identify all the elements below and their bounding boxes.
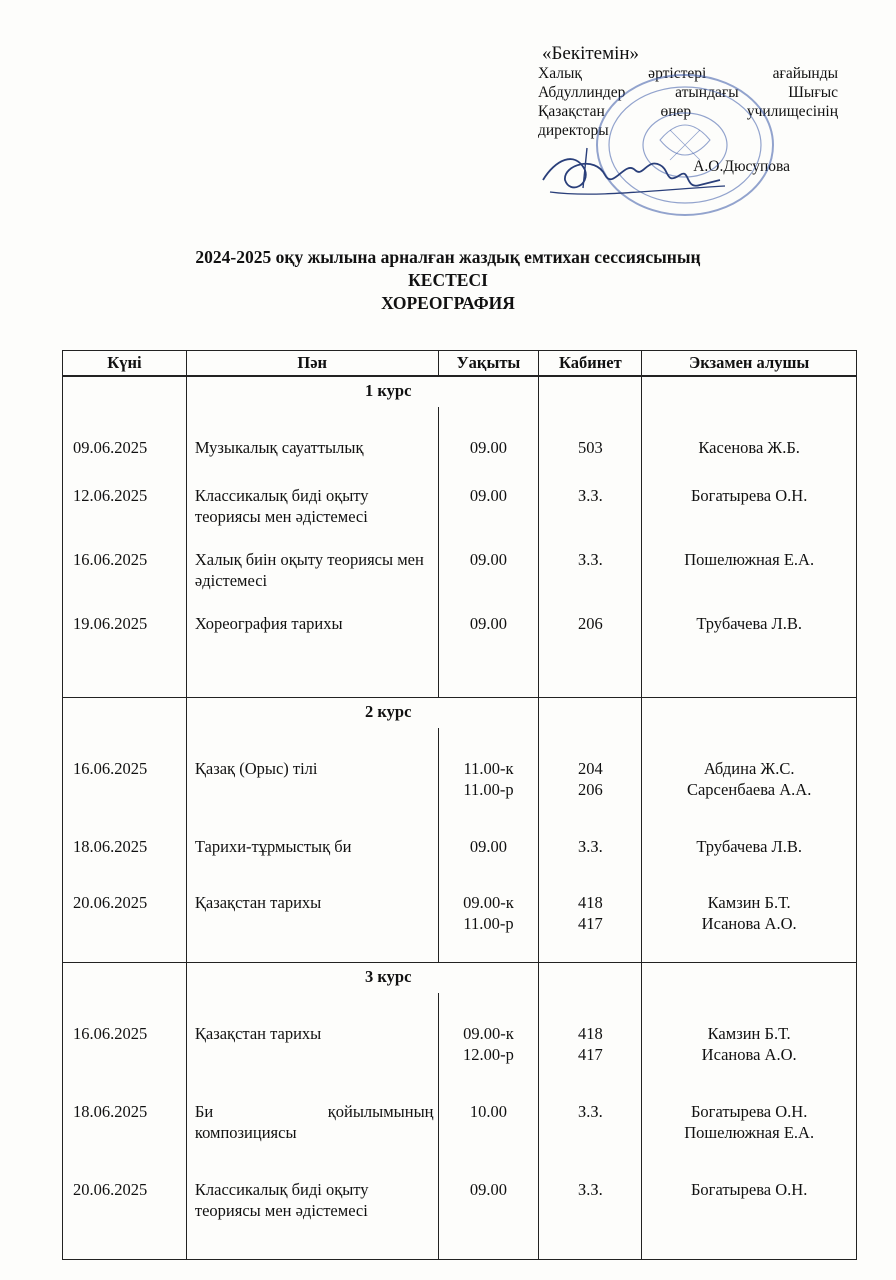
exam-time-line: 09.00 bbox=[469, 614, 508, 633]
examiner-name-line: Богатырева О.Н. bbox=[690, 486, 808, 505]
exam-date-line: 16.06.2025 bbox=[73, 1024, 148, 1043]
room-number-line: З.З. bbox=[577, 1102, 603, 1121]
room-number bbox=[539, 475, 642, 539]
table-row bbox=[63, 862, 857, 963]
exam-date-line: 20.06.2025 bbox=[73, 893, 148, 912]
subject-name bbox=[186, 862, 438, 963]
approval-line: Абдуллиндер атындағы Шығыс bbox=[538, 84, 838, 101]
room-number-line: 206 bbox=[577, 780, 603, 799]
examiner-name-line: Касенова Ж.Б. bbox=[698, 438, 800, 457]
room-number-line: 206 bbox=[577, 614, 603, 633]
course-label: 3 курс bbox=[186, 963, 539, 994]
table-row bbox=[63, 475, 857, 539]
exam-date bbox=[63, 728, 187, 806]
examiner-name bbox=[642, 862, 857, 963]
exam-date bbox=[63, 539, 187, 603]
examiner-name bbox=[642, 806, 857, 862]
exam-date bbox=[63, 993, 187, 1071]
header-time: Уақыты bbox=[438, 351, 539, 377]
examiner-name bbox=[642, 407, 857, 475]
room-number bbox=[539, 1071, 642, 1149]
room-number bbox=[539, 862, 642, 963]
course-label: 1 курс bbox=[186, 376, 539, 407]
title-line-2: КЕСТЕСІ bbox=[408, 270, 488, 290]
subject-name bbox=[186, 407, 438, 475]
signer-name: А.О.Дюсупова bbox=[693, 158, 790, 175]
exam-time-line: 11.00-р bbox=[463, 780, 514, 799]
subject-name-line: композициясы bbox=[194, 1123, 297, 1142]
exam-time-line: 10.00 bbox=[469, 1102, 508, 1121]
exam-time-line: 12.00-р bbox=[463, 1045, 514, 1064]
subject-name bbox=[186, 475, 438, 539]
header-examiner: Экзамен алушы bbox=[642, 351, 857, 377]
exam-time-line: 09.00 bbox=[469, 550, 508, 569]
course-label: 2 курс bbox=[186, 698, 539, 729]
table-row bbox=[63, 1149, 857, 1260]
exam-date-line: 09.06.2025 bbox=[73, 438, 148, 457]
subject-name bbox=[186, 1071, 438, 1149]
examiner-name-line: Пошелюжная Е.А. bbox=[684, 1123, 815, 1142]
examiner-name-line: Пошелюжная Е.А. bbox=[684, 550, 815, 569]
exam-date bbox=[63, 862, 187, 963]
room-number bbox=[539, 539, 642, 603]
exam-time-line: 09.00 bbox=[469, 1180, 508, 1199]
exam-schedule-table bbox=[62, 350, 857, 1260]
examiner-name-line: Камзин Б.Т. bbox=[707, 893, 791, 912]
exam-date-line: 16.06.2025 bbox=[73, 550, 148, 569]
subject-name-line: Қазақстан тарихы bbox=[194, 1024, 322, 1043]
subject-name bbox=[186, 993, 438, 1071]
approval-line: директоры bbox=[538, 122, 609, 139]
examiner-name-line: Исанова А.О. bbox=[701, 1045, 797, 1064]
subject-name bbox=[186, 728, 438, 806]
exam-time bbox=[438, 475, 539, 539]
exam-date bbox=[63, 603, 187, 698]
room-number-line: З.З. bbox=[577, 1180, 603, 1199]
exam-time bbox=[438, 1071, 539, 1149]
exam-time bbox=[438, 603, 539, 698]
exam-time bbox=[438, 1149, 539, 1260]
exam-date-line: 12.06.2025 bbox=[73, 486, 148, 505]
approval-heading: «Бекітемін» bbox=[542, 43, 640, 64]
table-body bbox=[63, 376, 857, 1260]
exam-date-line: 18.06.2025 bbox=[73, 1102, 148, 1121]
room-number bbox=[539, 603, 642, 698]
room-number-line: 417 bbox=[577, 914, 603, 933]
table-row bbox=[63, 728, 857, 806]
title-line-3: ХОРЕОГРАФИЯ bbox=[381, 293, 515, 313]
exam-time-line: 11.00-р bbox=[463, 914, 514, 933]
table-row bbox=[63, 539, 857, 603]
exam-time bbox=[438, 806, 539, 862]
exam-time-line: 09.00 bbox=[469, 486, 508, 505]
room-number-line: З.З. bbox=[577, 837, 603, 856]
subject-name bbox=[186, 806, 438, 862]
subject-name bbox=[186, 603, 438, 698]
approval-line: Қазақстан өнер училищесінің bbox=[538, 103, 838, 120]
examiner-name-line: Богатырева О.Н. bbox=[690, 1180, 808, 1199]
examiner-name-line: Исанова А.О. bbox=[701, 914, 797, 933]
room-number-line: 503 bbox=[577, 438, 603, 457]
subject-name-line: Би қойылымының bbox=[194, 1102, 434, 1121]
subject-name-line: Классикалық биді оқыту теориясы мен әдістемесі bbox=[194, 1180, 369, 1220]
exam-date bbox=[63, 1071, 187, 1149]
room-number bbox=[539, 993, 642, 1071]
header-date: Күні bbox=[63, 351, 187, 377]
room-number-line: 204 bbox=[577, 759, 603, 778]
course-row bbox=[63, 376, 857, 407]
exam-time bbox=[438, 993, 539, 1071]
exam-time bbox=[438, 728, 539, 806]
table-row bbox=[63, 603, 857, 698]
subject-name-line: Классикалық биді оқыту теориясы мен әдістемесі bbox=[194, 486, 369, 526]
exam-date-line: 19.06.2025 bbox=[73, 614, 148, 633]
exam-date-line: 16.06.2025 bbox=[73, 759, 148, 778]
subject-name bbox=[186, 1149, 438, 1260]
examiner-name bbox=[642, 1149, 857, 1260]
examiner-name bbox=[642, 603, 857, 698]
room-number bbox=[539, 407, 642, 475]
room-number-line: З.З. bbox=[577, 486, 603, 505]
subject-name-line: Қазақстан тарихы bbox=[194, 893, 322, 912]
table-row bbox=[63, 993, 857, 1071]
table-row bbox=[63, 407, 857, 475]
room-number bbox=[539, 728, 642, 806]
examiner-name-line: Камзин Б.Т. bbox=[707, 1024, 791, 1043]
exam-date bbox=[63, 407, 187, 475]
room-number-line: 417 bbox=[577, 1045, 603, 1064]
table-row bbox=[63, 1071, 857, 1149]
examiner-name-line: Абдина Ж.С. bbox=[703, 759, 795, 778]
exam-date bbox=[63, 1149, 187, 1260]
room-number-line: 418 bbox=[577, 1024, 603, 1043]
room-number-line: З.З. bbox=[577, 550, 603, 569]
room-number-line: 418 bbox=[577, 893, 603, 912]
exam-time bbox=[438, 539, 539, 603]
examiner-name-line: Богатырева О.Н. bbox=[690, 1102, 808, 1121]
examiner-name bbox=[642, 475, 857, 539]
approval-line: Халық әртістері ағайынды bbox=[538, 65, 838, 82]
subject-name bbox=[186, 539, 438, 603]
examiner-name-line: Сарсенбаева А.А. bbox=[686, 780, 812, 799]
examiner-name bbox=[642, 728, 857, 806]
room-number bbox=[539, 806, 642, 862]
document-title bbox=[0, 246, 896, 315]
subject-name-line: Қазақ (Орыс) тілі bbox=[194, 759, 318, 778]
exam-time bbox=[438, 407, 539, 475]
exam-time-line: 11.00-к bbox=[463, 759, 514, 778]
signature bbox=[535, 140, 735, 210]
exam-time-line: 09.00-к bbox=[463, 1024, 514, 1043]
exam-time-line: 09.00-к bbox=[463, 893, 514, 912]
examiner-name bbox=[642, 539, 857, 603]
header-room: Кабинет bbox=[539, 351, 642, 377]
exam-date bbox=[63, 806, 187, 862]
exam-time bbox=[438, 862, 539, 963]
subject-name-line: Хореография тарихы bbox=[194, 614, 343, 633]
exam-date-line: 18.06.2025 bbox=[73, 837, 148, 856]
header-subject: Пән bbox=[186, 351, 438, 377]
subject-name-line: Музыкалық сауаттылық bbox=[194, 438, 364, 457]
room-number bbox=[539, 1149, 642, 1260]
exam-time-line: 09.00 bbox=[469, 438, 508, 457]
table-row bbox=[63, 806, 857, 862]
examiner-name-line: Трубачева Л.В. bbox=[696, 837, 802, 856]
subject-name-line: Тарихи-тұрмыстық би bbox=[194, 837, 352, 856]
examiner-name bbox=[642, 1071, 857, 1149]
examiner-name bbox=[642, 993, 857, 1071]
exam-time-line: 09.00 bbox=[469, 837, 508, 856]
subject-name-line: Халық биін оқыту теориясы мен әдістемесі bbox=[194, 550, 424, 590]
examiner-name-line: Трубачева Л.В. bbox=[696, 614, 802, 633]
course-row bbox=[63, 963, 857, 994]
title-line-1: 2024-2025 оқу жылына арналған жаздық емтихан сессиясының bbox=[195, 247, 701, 267]
course-row bbox=[63, 698, 857, 729]
exam-date bbox=[63, 475, 187, 539]
table-header-row bbox=[63, 351, 857, 377]
exam-date-line: 20.06.2025 bbox=[73, 1180, 148, 1199]
